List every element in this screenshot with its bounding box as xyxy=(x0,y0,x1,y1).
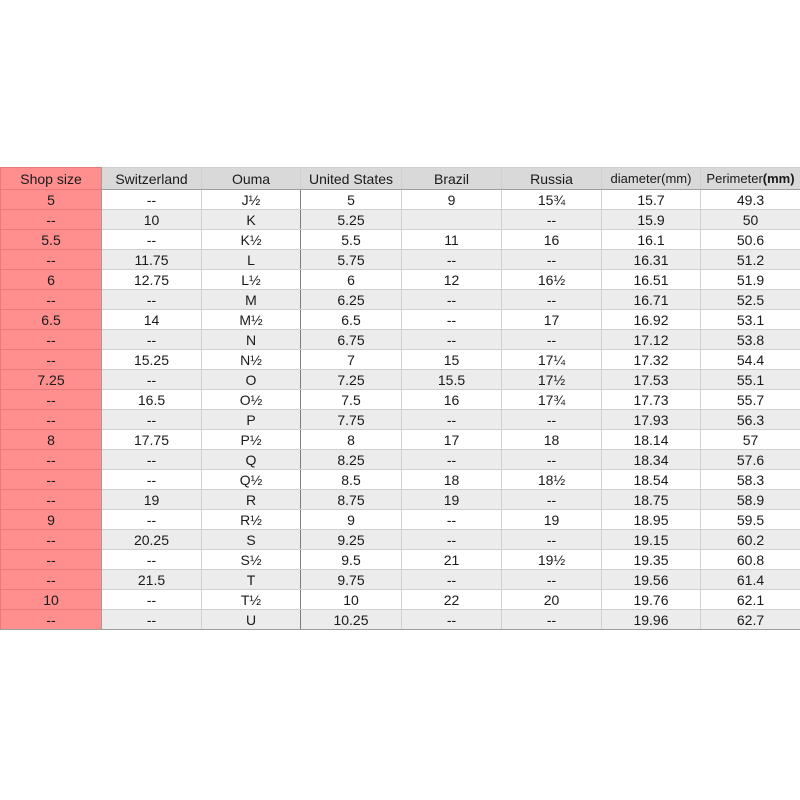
cell-perimeter: 60.8 xyxy=(701,550,800,570)
cell-russia: 18½ xyxy=(502,470,602,490)
cell-diameter: 19.56 xyxy=(602,570,701,590)
cell-perimeter: 52.5 xyxy=(701,290,800,310)
cell-diameter: 18.34 xyxy=(602,450,701,470)
cell-united-states: 9.5 xyxy=(301,550,402,570)
cell-russia: -- xyxy=(502,330,602,350)
cell-russia: 19 xyxy=(502,510,602,530)
cell-russia: 19½ xyxy=(502,550,602,570)
cell-diameter: 17.32 xyxy=(602,350,701,370)
table-row xyxy=(1,290,800,310)
cell-shop-size: -- xyxy=(1,450,102,470)
cell-ouma: K½ xyxy=(202,230,301,250)
cell-ouma: S xyxy=(202,530,301,550)
cell-shop-size: 5.5 xyxy=(1,230,102,250)
table-row xyxy=(1,510,800,530)
cell-ouma: O xyxy=(202,370,301,390)
cell-perimeter: 58.9 xyxy=(701,490,800,510)
cell-diameter: 16.92 xyxy=(602,310,701,330)
cell-diameter: 17.73 xyxy=(602,390,701,410)
cell-diameter: 19.96 xyxy=(602,610,701,630)
table-row xyxy=(1,370,800,390)
cell-russia: -- xyxy=(502,610,602,630)
cell-brazil: -- xyxy=(402,290,502,310)
cell-switzerland: 19 xyxy=(102,490,202,510)
table-row xyxy=(1,610,800,630)
cell-ouma: T½ xyxy=(202,590,301,610)
cell-perimeter: 51.9 xyxy=(701,270,800,290)
cell-brazil: -- xyxy=(402,250,502,270)
cell-ouma: O½ xyxy=(202,390,301,410)
table-row xyxy=(1,490,800,510)
cell-united-states: 5.5 xyxy=(301,230,402,250)
cell-switzerland: 21.5 xyxy=(102,570,202,590)
cell-russia: -- xyxy=(502,570,602,590)
cell-ouma: L½ xyxy=(202,270,301,290)
cell-united-states: 6.75 xyxy=(301,330,402,350)
cell-perimeter: 59.5 xyxy=(701,510,800,530)
cell-shop-size: -- xyxy=(1,570,102,590)
cell-ouma: R xyxy=(202,490,301,510)
cell-perimeter: 58.3 xyxy=(701,470,800,490)
cell-united-states: 9.25 xyxy=(301,530,402,550)
cell-brazil xyxy=(402,210,502,230)
cell-switzerland: -- xyxy=(102,550,202,570)
cell-brazil: 17 xyxy=(402,430,502,450)
cell-switzerland: 17.75 xyxy=(102,430,202,450)
table-row xyxy=(1,210,800,230)
table-row xyxy=(1,250,800,270)
cell-shop-size: 5 xyxy=(1,190,102,210)
header-perimeter xyxy=(701,168,800,190)
cell-perimeter: 60.2 xyxy=(701,530,800,550)
cell-united-states: 10 xyxy=(301,590,402,610)
cell-united-states: 8.25 xyxy=(301,450,402,470)
cell-brazil: 12 xyxy=(402,270,502,290)
cell-ouma: N xyxy=(202,330,301,350)
cell-switzerland: 12.75 xyxy=(102,270,202,290)
header-united-states: United States xyxy=(301,168,402,190)
table-row xyxy=(1,470,800,490)
cell-russia: 16 xyxy=(502,230,602,250)
cell-ouma: U xyxy=(202,610,301,630)
cell-brazil: -- xyxy=(402,330,502,350)
cell-perimeter: 62.1 xyxy=(701,590,800,610)
cell-switzerland: -- xyxy=(102,190,202,210)
cell-shop-size: -- xyxy=(1,290,102,310)
cell-united-states: 7.25 xyxy=(301,370,402,390)
header-russia: Russia xyxy=(502,168,602,190)
cell-ouma: M xyxy=(202,290,301,310)
cell-shop-size: 8 xyxy=(1,430,102,450)
cell-brazil: 9 xyxy=(402,190,502,210)
cell-switzerland: 10 xyxy=(102,210,202,230)
cell-perimeter: 50 xyxy=(701,210,800,230)
cell-ouma: Q xyxy=(202,450,301,470)
ring-size-chart xyxy=(0,167,800,630)
cell-ouma: N½ xyxy=(202,350,301,370)
cell-shop-size: -- xyxy=(1,530,102,550)
cell-brazil: 15 xyxy=(402,350,502,370)
table-row xyxy=(1,350,800,370)
table-row xyxy=(1,390,800,410)
cell-shop-size: -- xyxy=(1,210,102,230)
cell-switzerland: -- xyxy=(102,330,202,350)
cell-shop-size: -- xyxy=(1,250,102,270)
cell-switzerland: 16.5 xyxy=(102,390,202,410)
cell-switzerland: 14 xyxy=(102,310,202,330)
cell-switzerland: -- xyxy=(102,610,202,630)
cell-ouma: J½ xyxy=(202,190,301,210)
table-row xyxy=(1,570,800,590)
cell-brazil: 21 xyxy=(402,550,502,570)
table-row xyxy=(1,430,800,450)
cell-brazil: 22 xyxy=(402,590,502,610)
cell-perimeter: 61.4 xyxy=(701,570,800,590)
cell-diameter: 19.15 xyxy=(602,530,701,550)
cell-diameter: 19.76 xyxy=(602,590,701,610)
cell-perimeter: 54.4 xyxy=(701,350,800,370)
cell-diameter: 16.31 xyxy=(602,250,701,270)
cell-russia: 17 xyxy=(502,310,602,330)
cell-shop-size: -- xyxy=(1,350,102,370)
table-row xyxy=(1,550,800,570)
table-row xyxy=(1,230,800,250)
cell-perimeter: 57 xyxy=(701,430,800,450)
cell-ouma: Q½ xyxy=(202,470,301,490)
header-shop-size: Shop size xyxy=(1,168,102,190)
cell-diameter: 16.1 xyxy=(602,230,701,250)
table-row xyxy=(1,450,800,470)
cell-perimeter: 57.6 xyxy=(701,450,800,470)
cell-brazil: -- xyxy=(402,450,502,470)
cell-russia: 16½ xyxy=(502,270,602,290)
cell-diameter: 17.53 xyxy=(602,370,701,390)
cell-perimeter: 51.2 xyxy=(701,250,800,270)
cell-united-states: 9 xyxy=(301,510,402,530)
cell-shop-size: -- xyxy=(1,390,102,410)
cell-diameter: 18.75 xyxy=(602,490,701,510)
cell-switzerland: -- xyxy=(102,470,202,490)
cell-united-states: 9.75 xyxy=(301,570,402,590)
cell-brazil: 15.5 xyxy=(402,370,502,390)
cell-diameter: 17.93 xyxy=(602,410,701,430)
cell-brazil: -- xyxy=(402,310,502,330)
cell-switzerland: -- xyxy=(102,510,202,530)
cell-switzerland: 20.25 xyxy=(102,530,202,550)
cell-brazil: -- xyxy=(402,510,502,530)
cell-ouma: L xyxy=(202,250,301,270)
cell-perimeter: 55.7 xyxy=(701,390,800,410)
cell-brazil: -- xyxy=(402,570,502,590)
cell-switzerland: -- xyxy=(102,290,202,310)
cell-diameter: 17.12 xyxy=(602,330,701,350)
cell-russia: 18 xyxy=(502,430,602,450)
cell-perimeter: 49.3 xyxy=(701,190,800,210)
cell-shop-size: -- xyxy=(1,410,102,430)
cell-united-states: 7.5 xyxy=(301,390,402,410)
cell-diameter: 15.7 xyxy=(602,190,701,210)
cell-united-states: 10.25 xyxy=(301,610,402,630)
table-row xyxy=(1,330,800,350)
cell-united-states: 8 xyxy=(301,430,402,450)
header-ouma: Ouma xyxy=(202,168,301,190)
cell-united-states: 6 xyxy=(301,270,402,290)
cell-russia: 17¼ xyxy=(502,350,602,370)
cell-switzerland: -- xyxy=(102,590,202,610)
cell-diameter: 18.54 xyxy=(602,470,701,490)
cell-russia: -- xyxy=(502,250,602,270)
cell-brazil: 19 xyxy=(402,490,502,510)
cell-united-states: 8.5 xyxy=(301,470,402,490)
cell-united-states: 7.75 xyxy=(301,410,402,430)
cell-diameter: 15.9 xyxy=(602,210,701,230)
cell-united-states: 6.5 xyxy=(301,310,402,330)
cell-switzerland: -- xyxy=(102,410,202,430)
cell-brazil: -- xyxy=(402,410,502,430)
cell-russia: -- xyxy=(502,210,602,230)
cell-russia: 20 xyxy=(502,590,602,610)
table-row xyxy=(1,590,800,610)
cell-united-states: 5.75 xyxy=(301,250,402,270)
cell-shop-size: 9 xyxy=(1,510,102,530)
table-row xyxy=(1,530,800,550)
cell-united-states: 6.25 xyxy=(301,290,402,310)
cell-diameter: 18.14 xyxy=(602,430,701,450)
cell-russia: -- xyxy=(502,450,602,470)
cell-switzerland: 11.75 xyxy=(102,250,202,270)
header-switzerland: Switzerland xyxy=(102,168,202,190)
header-diameter: diameter(mm) xyxy=(602,168,701,190)
cell-shop-size: 6 xyxy=(1,270,102,290)
cell-united-states: 7 xyxy=(301,350,402,370)
cell-perimeter: 53.1 xyxy=(701,310,800,330)
table-row xyxy=(1,410,800,430)
table-row xyxy=(1,270,800,290)
table-row xyxy=(1,310,800,330)
cell-russia: 17¾ xyxy=(502,390,602,410)
cell-ouma: M½ xyxy=(202,310,301,330)
cell-perimeter: 62.7 xyxy=(701,610,800,630)
header-brazil: Brazil xyxy=(402,168,502,190)
cell-russia: -- xyxy=(502,290,602,310)
cell-shop-size: -- xyxy=(1,550,102,570)
table-body xyxy=(1,190,800,630)
cell-ouma: T xyxy=(202,570,301,590)
cell-united-states: 8.75 xyxy=(301,490,402,510)
cell-ouma: S½ xyxy=(202,550,301,570)
cell-diameter: 19.35 xyxy=(602,550,701,570)
cell-ouma: R½ xyxy=(202,510,301,530)
cell-russia: -- xyxy=(502,490,602,510)
cell-diameter: 16.71 xyxy=(602,290,701,310)
size-table xyxy=(0,167,800,630)
cell-switzerland: -- xyxy=(102,370,202,390)
cell-russia: -- xyxy=(502,410,602,430)
cell-switzerland: -- xyxy=(102,450,202,470)
cell-brazil: -- xyxy=(402,530,502,550)
cell-russia: 15¾ xyxy=(502,190,602,210)
cell-perimeter: 55.1 xyxy=(701,370,800,390)
cell-shop-size: 7.25 xyxy=(1,370,102,390)
cell-diameter: 18.95 xyxy=(602,510,701,530)
header-perimeter-unit: (mm) xyxy=(762,171,795,186)
cell-ouma: P½ xyxy=(202,430,301,450)
cell-switzerland: 15.25 xyxy=(102,350,202,370)
cell-shop-size: -- xyxy=(1,610,102,630)
cell-shop-size: 6.5 xyxy=(1,310,102,330)
cell-perimeter: 53.8 xyxy=(701,330,800,350)
cell-diameter: 16.51 xyxy=(602,270,701,290)
cell-perimeter: 50.6 xyxy=(701,230,800,250)
cell-switzerland: -- xyxy=(102,230,202,250)
header-row xyxy=(1,168,800,190)
cell-shop-size: -- xyxy=(1,470,102,490)
cell-united-states: 5 xyxy=(301,190,402,210)
cell-brazil: 11 xyxy=(402,230,502,250)
table-row xyxy=(1,190,800,210)
cell-russia: 17½ xyxy=(502,370,602,390)
cell-brazil: 16 xyxy=(402,390,502,410)
cell-ouma: P xyxy=(202,410,301,430)
cell-ouma: K xyxy=(202,210,301,230)
cell-shop-size: 10 xyxy=(1,590,102,610)
cell-russia: -- xyxy=(502,530,602,550)
cell-perimeter: 56.3 xyxy=(701,410,800,430)
cell-shop-size: -- xyxy=(1,330,102,350)
cell-brazil: 18 xyxy=(402,470,502,490)
cell-shop-size: -- xyxy=(1,490,102,510)
cell-brazil: -- xyxy=(402,610,502,630)
header-perimeter-label: Perimeter xyxy=(706,171,763,186)
cell-united-states: 5.25 xyxy=(301,210,402,230)
